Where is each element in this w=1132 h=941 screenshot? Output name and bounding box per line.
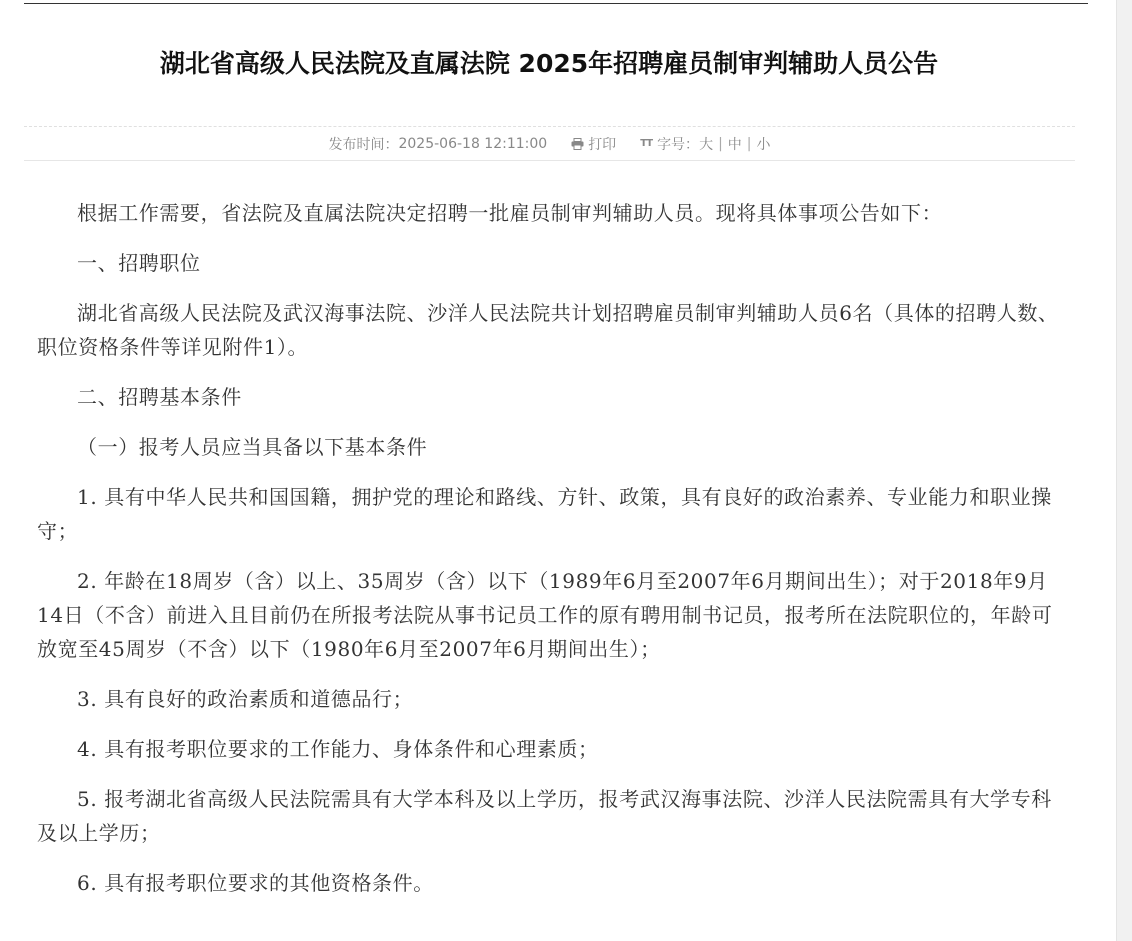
font-size-separator: | [746,135,752,152]
print-button[interactable] [571,134,616,154]
font-size-separator: | [718,135,723,152]
font-size-medium-link[interactable]: 中 [727,136,742,153]
list-item: 3. 具有良好的政治素质和道德品行； [77,687,414,711]
font-size-large-link[interactable]: 大 [699,136,714,153]
print-label: 打印 [588,136,617,153]
subsection-heading: （一）报考人员应当具备以下基本条件 [77,435,428,459]
section-heading: 一、招聘职位 [77,251,201,275]
paragraph: 湖北省高级人民法院及武汉海事法院、沙洋人民法院共计划招聘雇员制审判辅助人员6名（具体的招聘人数、职位资格条件等详见附件1）。 [37,301,1059,359]
article-meta-bar [24,126,1075,161]
publish-info [328,134,547,154]
paragraph-intro: 根据工作需要，省法院及直属法院决定招聘一批雇员制审判辅助人员。现将具体事项公告如下： [77,201,943,225]
font-size-label: 字号： [657,136,700,153]
article-body [37,196,1062,916]
publish-label: 发布时间： [328,136,399,153]
publish-time: 2025-06-18 12:11:00 [398,135,548,152]
top-divider [24,3,1088,4]
list-item: 2. 年龄在18周岁（含）以上、35周岁（含）以下（1989年6月至2007年6月期间出生）；对于2018年9月14日（不含）前进入且目前仍在所报考法院从事书记员工作的原有聘用制书记员，报考所在法院职位的，年龄可放宽至45周岁（不含）以下（1980年6月至2007年6月期间出生）； [37,569,1053,661]
print-icon [571,138,584,150]
list-item: 4. 具有报考职位要求的工作能力、身体条件和心理素质； [77,737,599,761]
font-size-icon: TT [640,138,653,149]
font-size-small-link[interactable]: 小 [756,136,771,153]
list-item: 5. 报考湖北省高级人民法院需具有大学本科及以上学历，报考武汉海事法院、沙洋人民法院需具有大学专科及以上学历； [37,787,1052,845]
section-heading: 二、招聘基本条件 [77,385,242,409]
font-size-control [640,134,770,154]
scrollbar-track[interactable] [1116,0,1132,941]
list-item: 1. 具有中华人民共和国国籍，拥护党的理论和路线、方针、政策，具有良好的政治素养、专业能力和职业操守； [37,485,1052,543]
list-item: 6. 具有报考职位要求的其他资格条件。 [77,871,434,895]
page-title: 湖北省高级人民法院及直属法院 2025年招聘雇员制审判辅助人员公告 [159,49,939,78]
